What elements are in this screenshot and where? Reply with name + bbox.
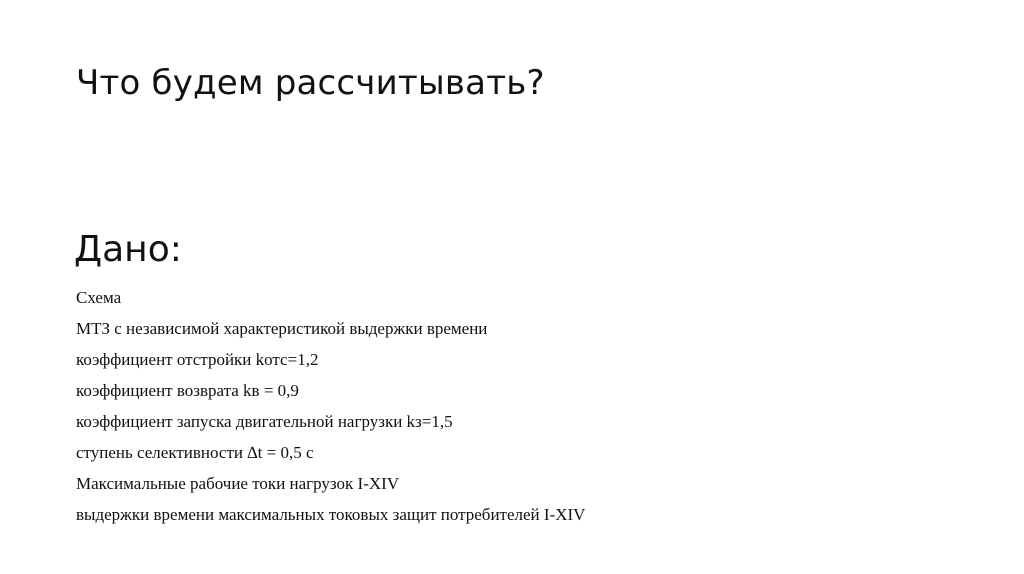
slide-title: Что будем рассчитывать?: [76, 63, 545, 103]
given-list: [76, 282, 585, 530]
list-item: Максимальные рабочие токи нагрузок I-XIV: [76, 474, 400, 493]
list-item: Схема: [76, 288, 122, 307]
list-item: коэффициент возврата kв = 0,9: [76, 381, 299, 400]
list-item: коэффициент запуска двигательной нагрузки kз=1,5: [76, 412, 453, 431]
list-item: выдержки времени максимальных токовых защит потребителей I-XIV: [76, 505, 586, 524]
list-item: ступень селективности ∆t = 0,5 с: [76, 443, 314, 462]
list-item: коэффициент отстройки kотс=1,2: [76, 350, 319, 369]
slide-subtitle: Дано:: [74, 229, 182, 270]
list-item: МТЗ с независимой характеристикой выдержки времени: [76, 319, 488, 338]
